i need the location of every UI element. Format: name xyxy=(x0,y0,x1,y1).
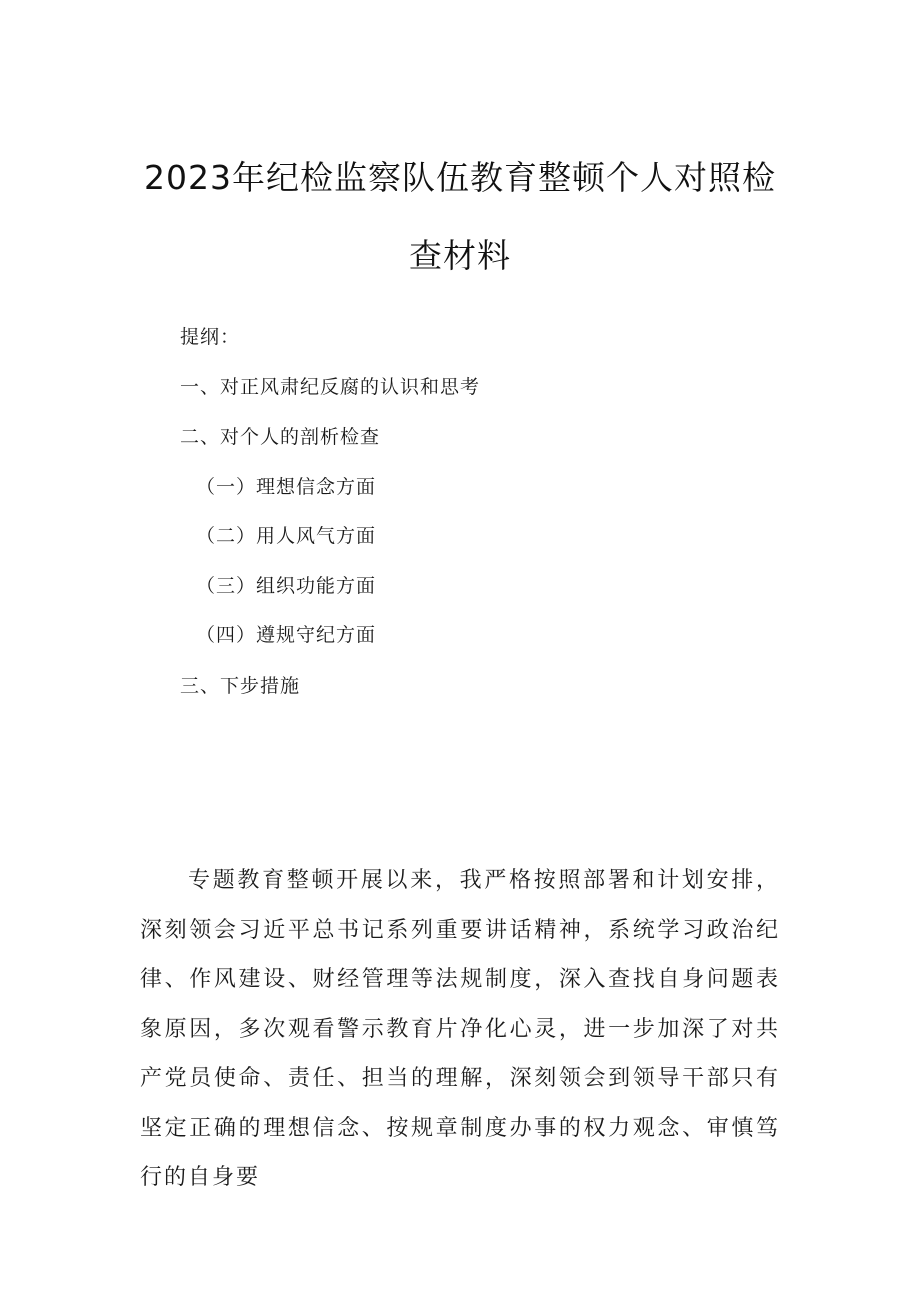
outline-item-1: 一、对正风肃纪反腐的认识和思考 xyxy=(180,376,481,398)
outline-label: 提纲： xyxy=(180,326,241,348)
outline-item-3: 三、下步措施 xyxy=(180,675,301,697)
outline-subitem-4: （四）遵规守纪方面 xyxy=(196,624,377,646)
outline-subitem-2: （二）用人风气方面 xyxy=(196,525,377,547)
outline-subitem-1: （一）理想信念方面 xyxy=(196,476,377,498)
body-paragraph: 专题教育整顿开展以来，我严格按照部署和计划安排，深刻领会习近平总书记系列重要讲话精神，系统学习政治纪律、作风建设、财经管理等法规制度，深入查找自身问题表象原因，多次观看警示教育片净化心灵，进一步加深了对共产党员使命、责任、担当的理解，深刻领会到领导干部只有坚定正确的理想信念、按规章制度办事的权力观念、审慎笃行的自身要 xyxy=(140,868,780,1190)
document-title-line-2: 查材料 xyxy=(409,236,511,275)
document-title-line-1: 2023年纪检监察队伍教育整顿个人对照检 xyxy=(144,158,776,197)
outline-subitem-3: （三）组织功能方面 xyxy=(196,575,377,597)
outline-item-2: 二、对个人的剖析检查 xyxy=(180,426,381,448)
